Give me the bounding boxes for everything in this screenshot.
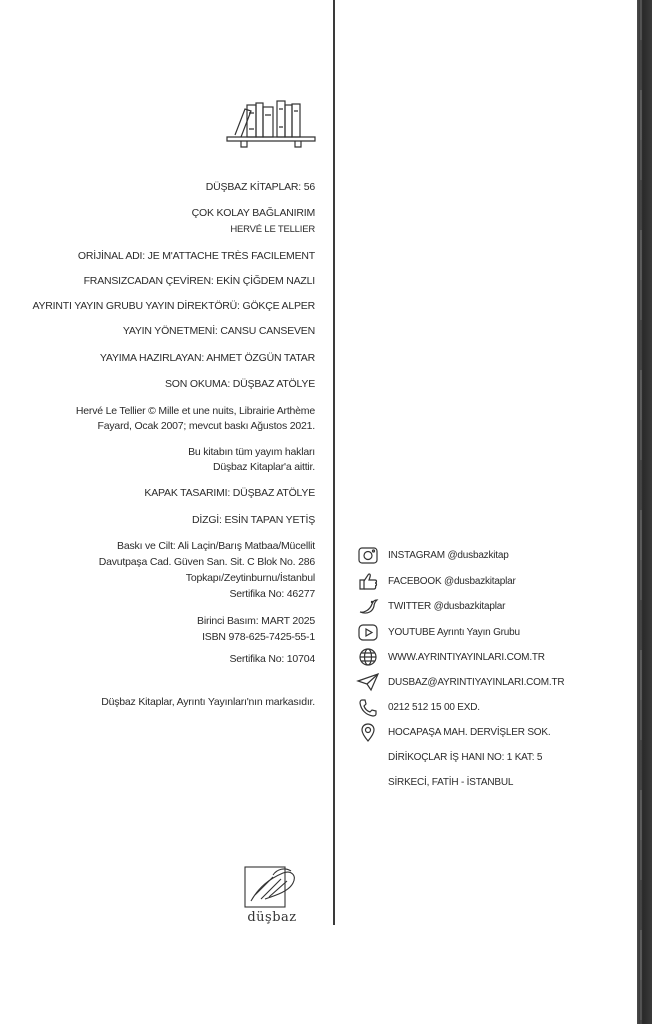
instagram-icon [356,545,380,565]
cover-design: KAPAK TASARIMI: DÜŞBAZ ATÖLYE [144,487,315,499]
book-title: ÇOK KOLAY BAĞLANIRIM [191,207,315,219]
typesetting: DİZGİ: ESİN TAPAN YETİŞ [192,514,315,526]
logo-wordmark: düşbaz [247,910,297,925]
printing-line-1: Baskı ve Cilt: Ali Laçin/Barış Matbaa/Mücellit [117,540,315,552]
phone-icon [356,697,380,717]
contact-website[interactable]: WWW.AYRINTIYAYINLARI.COM.TR [356,646,545,668]
first-print: Birinci Basım: MART 2025 [197,615,315,627]
book-spine-edge [637,0,652,1024]
contact-phone[interactable]: 0212 512 15 00 EXD. [356,696,480,718]
printing-line-2: Davutpaşa Cad. Güven San. Sit. C Blok No. 286 [98,556,315,568]
contact-instagram[interactable]: INSTAGRAM @dusbazkitap [356,544,509,566]
youtube-icon [356,622,380,642]
paper-plane-icon [356,672,380,692]
address-line-2: DİRİKOÇLAR İŞ HANI NO: 1 KAT: 5 [388,752,543,763]
bookshelf-illustration [225,95,317,150]
rights-line-1: Bu kitabın tüm yayım hakları [188,446,315,458]
publishing-director: AYRINTI YAYIN GRUBU YAYIN DİREKTÖRÜ: GÖKÇE ALPER [32,300,315,312]
center-divider-line [333,0,335,925]
printing-line-3: Topkapı/Zeytinburnu/İstanbul [185,572,315,584]
isbn: ISBN 978-625-7425-55-1 [202,631,315,643]
prepared-by: YAYIMA HAZIRLAYAN: AHMET ÖZGÜN TATAR [99,352,315,364]
copyright-line-1: Hervé Le Tellier © Mille et une nuits, Librairie Arthème [75,405,315,417]
address-line-3: SİRKECİ, FATİH - İSTANBUL [388,777,514,788]
proofreading: SON OKUMA: DÜŞBAZ ATÖLYE [164,378,315,390]
original-title: ORİJİNAL ADI: JE M'ATTACHE TRÈS FACILEMENT [77,250,315,262]
contact-address[interactable]: HOCAPAŞA MAH. DERVİŞLER SOK. [356,721,550,743]
author-name: HERVÉ LE TELLIER [230,224,315,235]
contact-email[interactable]: DUSBAZ@AYRINTIYAYINLARI.COM.TR [356,671,564,693]
translator: FRANSIZCADAN ÇEVİREN: EKİN ÇİĞDEM NAZLI [83,275,315,287]
brand-note: Düşbaz Kitaplar, Ayrıntı Yayınları'nın markasıdır. [101,696,315,708]
copyright-line-2: Fayard, Ocak 2007; mevcut baskı Ağustos 2021. [97,420,315,432]
contact-twitter[interactable]: TWITTER @dusbazkitaplar [356,595,505,617]
rights-line-2: Düşbaz Kitaplar'a aittir. [212,461,315,473]
series-number: DÜŞBAZ KİTAPLAR: 56 [205,181,315,193]
globe-icon [356,647,380,667]
printing-line-4: Sertifika No: 46277 [229,588,315,600]
location-pin-icon [356,722,380,742]
certificate-number: Sertifika No: 10704 [229,653,315,665]
contact-facebook[interactable]: FACEBOOK @dusbazkitaplar [356,570,516,592]
twitter-icon [356,596,380,616]
contact-youtube[interactable]: YOUTUBE Ayrıntı Yayın Grubu [356,621,520,643]
managing-editor: YAYIN YÖNETMENİ: CANSU CANSEVEN [122,325,315,337]
facebook-icon [356,571,380,591]
